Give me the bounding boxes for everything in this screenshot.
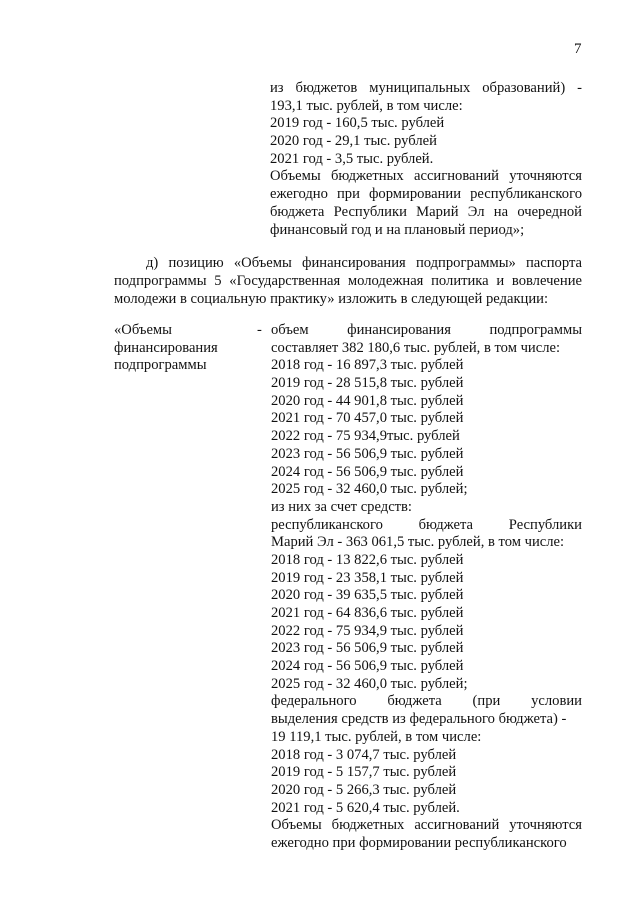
text-line: бюджета Республики Марий Эл на очередной — [270, 203, 582, 220]
text-line: финансовый год и на плановый период»; — [270, 221, 525, 238]
continued-funding-block — [270, 80, 582, 239]
value-line: 2022 год - 75 934,9 тыс. рублей — [271, 622, 464, 639]
value-line: 19 119,1 тыс. рублей, в том числе: — [271, 728, 482, 745]
value-line: 2024 год - 56 506,9 тыс. рублей — [271, 463, 464, 480]
label-line: подпрограммы — [114, 357, 207, 374]
value-line: 2018 год - 16 897,3 тыс. рублей — [271, 357, 464, 374]
item-separator-dash: - — [257, 322, 262, 338]
text-line: 2019 год - 160,5 тыс. рублей — [270, 115, 445, 132]
value-line: 2020 год - 5 266,3 тыс. рублей — [271, 781, 457, 798]
value-line: 2018 год - 13 822,6 тыс. рублей — [271, 551, 464, 568]
text-line: подпрограммы 5 «Государственная молодежная политика и вовлечение — [114, 273, 582, 290]
text-line: ежегодно при формировании республиканского — [270, 186, 582, 203]
value-line: Марий Эл - 363 061,5 тыс. рублей, в том числе: — [271, 534, 565, 551]
value-line: 2020 год - 44 901,8 тыс. рублей — [271, 392, 464, 409]
value-line: федерального бюджета (при условии — [271, 693, 582, 710]
value-line: объем финансирования подпрограммы — [271, 322, 582, 338]
passport-item-value — [271, 322, 582, 853]
value-line: 2021 год - 5 620,4 тыс. рублей. — [271, 799, 460, 816]
label-line: финансирования — [114, 339, 218, 356]
value-line: из них за счет средств: — [271, 498, 412, 515]
value-line: 2023 год - 56 506,9 тыс. рублей — [271, 640, 464, 657]
text-line: из бюджетов муниципальных образований) - — [270, 80, 582, 96]
text-line: 2021 год - 3,5 тыс. рублей. — [270, 150, 434, 167]
value-line: республиканского бюджета Республики — [271, 516, 582, 533]
value-line: 2023 год - 56 506,9 тыс. рублей — [271, 445, 464, 462]
value-line: 2019 год - 23 358,1 тыс. рублей — [271, 569, 464, 586]
value-line: составляет 382 180,6 тыс. рублей, в том числе: — [271, 339, 561, 356]
value-line: 2024 год - 56 506,9 тыс. рублей — [271, 658, 464, 675]
value-line: 2021 год - 70 457,0 тыс. рублей — [271, 410, 464, 427]
value-line: 2019 год - 28 515,8 тыс. рублей — [271, 375, 464, 392]
value-line: Объемы бюджетных ассигнований уточняются — [271, 817, 582, 834]
value-line: 2018 год - 3 074,7 тыс. рублей — [271, 746, 457, 763]
value-line: 2021 год - 64 836,6 тыс. рублей — [271, 605, 464, 621]
page-number: 7 — [574, 41, 582, 57]
value-line: 2022 год - 75 934,9тыс. рублей — [271, 428, 460, 445]
text-line: молодежи в социальную практику» изложить в следующей редакции: — [114, 291, 549, 308]
text-line: д) позицию «Объемы финансирования подпрограммы» паспорта — [146, 255, 582, 271]
value-line: 2019 год - 5 157,7 тыс. рублей — [271, 764, 457, 781]
value-line: выделения средств из федерального бюджета) - — [271, 711, 567, 728]
text-line: 2020 год - 29,1 тыс. рублей — [270, 133, 437, 150]
label-line: «Объемы — [114, 322, 172, 338]
passport-item-label — [114, 322, 264, 375]
text-line: Объемы бюджетных ассигнований уточняются — [270, 168, 582, 185]
value-line: 2025 год - 32 460,0 тыс. рублей; — [271, 675, 468, 692]
value-line: 2020 год - 39 635,5 тыс. рублей — [271, 587, 464, 604]
text-line: 193,1 тыс. рублей, в том числе: — [270, 97, 463, 114]
value-line: ежегодно при формировании республиканского — [271, 834, 567, 851]
amendment-paragraph — [114, 254, 582, 309]
value-line: 2025 год - 32 460,0 тыс. рублей; — [271, 481, 468, 498]
